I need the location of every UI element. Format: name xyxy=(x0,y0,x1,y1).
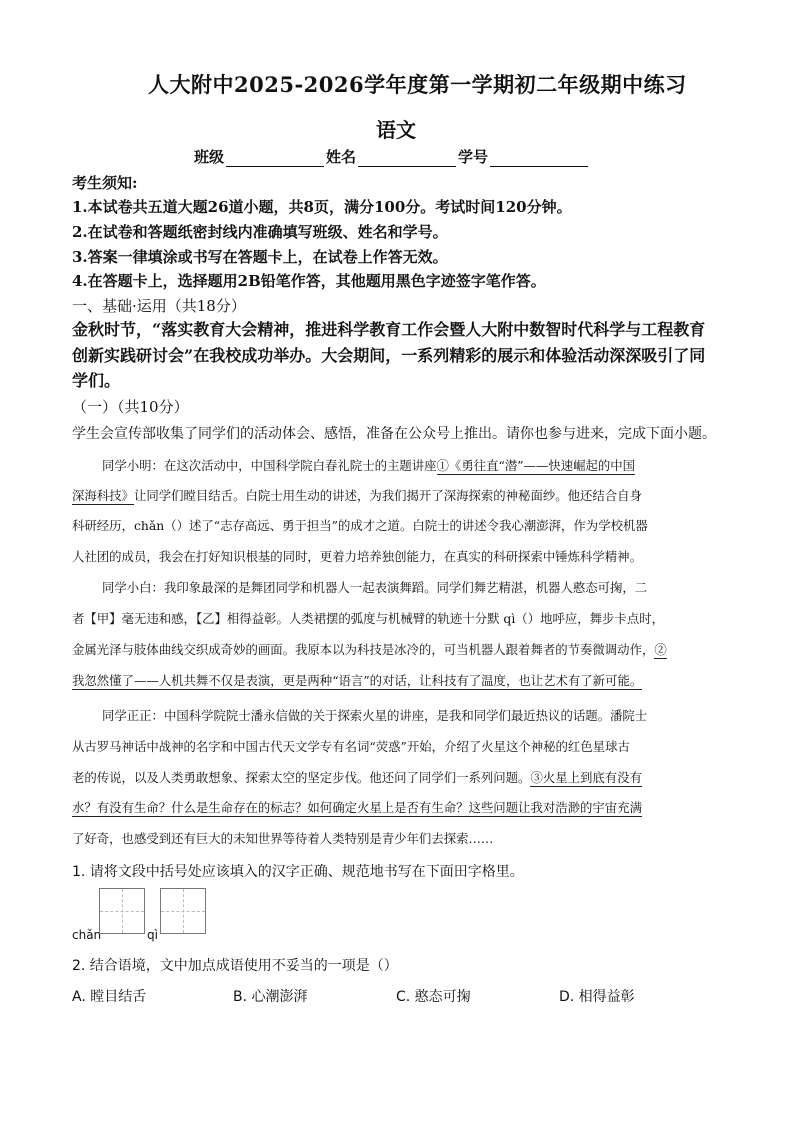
underlined-sentence-2: 我忽然懂了——人机共舞不仅是表演，更是两种“语言”的对话，让科技有了温度，也让艺术有了新可能。 xyxy=(72,673,643,688)
class-label: 班级 xyxy=(194,148,225,166)
underlined-sentence-1b: 深海科技》 xyxy=(72,488,134,503)
passage-text: 让同学们瞠目结舌。白院士用生动的讲述，为我们揭开了深海探索的神秘面纱。他还结合自身 xyxy=(133,488,642,503)
id-label: 学号 xyxy=(458,148,489,166)
exam-title: 人大附中2025-2026学年度第一学期初二年级期中练习 xyxy=(148,72,687,97)
notice-rule-4: 4.在答题卡上，选择题用2B铅笔作答，其他题用黑色字迹签字笔作答。 xyxy=(72,272,546,290)
passage-text: 金属光泽与肢体曲线交织成奇妙的画面。我原本以为科技是冰冷的，可当机器人跟着舞者的节奏微调动作， xyxy=(72,642,655,657)
subject-title: 语文 xyxy=(376,118,416,142)
underlined-sentence-3: ③火星上到底有没有 xyxy=(530,770,642,785)
intro-line-3: 学们。 xyxy=(72,371,121,390)
passage-p3-line-4 xyxy=(72,798,642,816)
question-2: 2. 结合语境，文中加点成语使用不妥当的一项是（） xyxy=(72,958,398,974)
name-blank xyxy=(358,152,456,167)
lead-text: 学生会宣传部收集了同学们的活动体会、感悟，准备在公众号上推出。请你也参与进来，完成下面小题。 xyxy=(72,426,716,442)
option-d[interactable]: D. 相得益彰 xyxy=(559,989,635,1005)
option-a[interactable]: A. 瞠目结舌 xyxy=(72,989,147,1005)
passage-p2-line-1: 同学小白：我印象最深的是舞团同学和机器人一起表演舞蹈。同学们舞艺精湛，机器人憨态可掬，二 xyxy=(102,580,648,595)
passage-p1-line-1 xyxy=(102,456,635,474)
passage-p3-line-2: 从古罗马神话中战神的名字和中国古代天文学专有名词“荧惑”开始，介绍了火星这个神秘的红色星球古 xyxy=(72,739,630,754)
answer-grid-1[interactable] xyxy=(99,888,145,934)
notice-heading: 考生须知: xyxy=(72,174,138,192)
section-heading: 一、基础·运用（共18分） xyxy=(72,297,246,315)
passage-p2-line-4 xyxy=(72,671,642,689)
notice-rule-1: 1.本试卷共五道大题26道小题，共8页，满分100分。考试时间120分钟。 xyxy=(72,198,572,216)
passage-p3-line-3 xyxy=(72,768,642,786)
intro-line-1: 金秋时节，“落实教育大会精神，推进科学教育工作会暨人大附中数智时代科学与工程教育 xyxy=(72,320,706,339)
passage-text: 同学小明：在这次活动中，中国科学院白春礼院士的主题讲座 xyxy=(102,458,437,473)
passage-p1-line-2 xyxy=(72,486,642,504)
notice-rule-2: 2.在试卷和答题纸密封线内准确填写班级、姓名和学号。 xyxy=(72,223,448,241)
option-c[interactable]: C. 憨态可掬 xyxy=(396,989,471,1005)
passage-p2-line-2: 者【甲】毫无违和感，【乙】相得益彰。人类裙摆的弧度与机械臂的轨迹十分默 qì（）地呼应，舞步卡点时， xyxy=(72,611,664,626)
passage-p3-line-5: 了好奇，也感受到还有巨大的未知世界等待着人类特别是青少年们去探索…… xyxy=(72,831,494,846)
class-blank xyxy=(226,152,324,167)
notice-rule-3: 3.答案一律填涂或书写在答题卡上，在试卷上作答无效。 xyxy=(72,248,448,266)
pinyin-qi: qì xyxy=(147,928,158,942)
answer-grid-2[interactable] xyxy=(160,888,206,934)
passage-p3-line-1: 同学正正：中国科学院院士潘永信做的关于探索火星的讲座，是我和同学们最近热议的话题。潘院士 xyxy=(102,708,648,723)
passage-text: 老的传说，以及人类勇敢想象、探索太空的坚定步伐。他还问了同学们一系列问题。 xyxy=(72,770,531,785)
passage-p2-line-3 xyxy=(72,640,667,658)
student-info-line xyxy=(194,146,590,167)
intro-line-2: 创新实践研讨会”在我校成功举办。大会期间，一系列精彩的展示和体验活动深深吸引了同 xyxy=(72,346,706,365)
pinyin-chan: chǎn xyxy=(72,928,102,942)
underlined-sentence-3b: 水？有没有生命？什么是生命存在的标志？如何确定火星上是否有生命？ xyxy=(72,800,469,815)
part-heading: （一）（共10分） xyxy=(72,398,189,416)
name-label: 姓名 xyxy=(326,148,357,166)
id-blank xyxy=(490,152,588,167)
underlined-sentence-3c: 这些问题让我对浩渺的宇宙充满 xyxy=(468,800,642,815)
underlined-marker-2: ② xyxy=(654,642,667,657)
question-1: 1. 请将文段中括号处应该填入的汉字正确、规范地书写在下面田字格里。 xyxy=(72,864,524,880)
passage-p1-line-4: 人社团的成员，我会在打好知识根基的同时，更着力培养独创能力，在真实的科研探索中锤炼科学精神。 xyxy=(72,549,642,564)
passage-p1-line-3: 科研经历，chǎn（）述了“志存高远、勇于担当”的成才之道。白院士的讲述令我心潮澎湃，作为学校机器 xyxy=(72,518,648,533)
underlined-sentence-1: ①《勇往直“潜”——快速崛起的中国 xyxy=(436,458,636,473)
option-b[interactable]: B. 心潮澎湃 xyxy=(233,989,308,1005)
